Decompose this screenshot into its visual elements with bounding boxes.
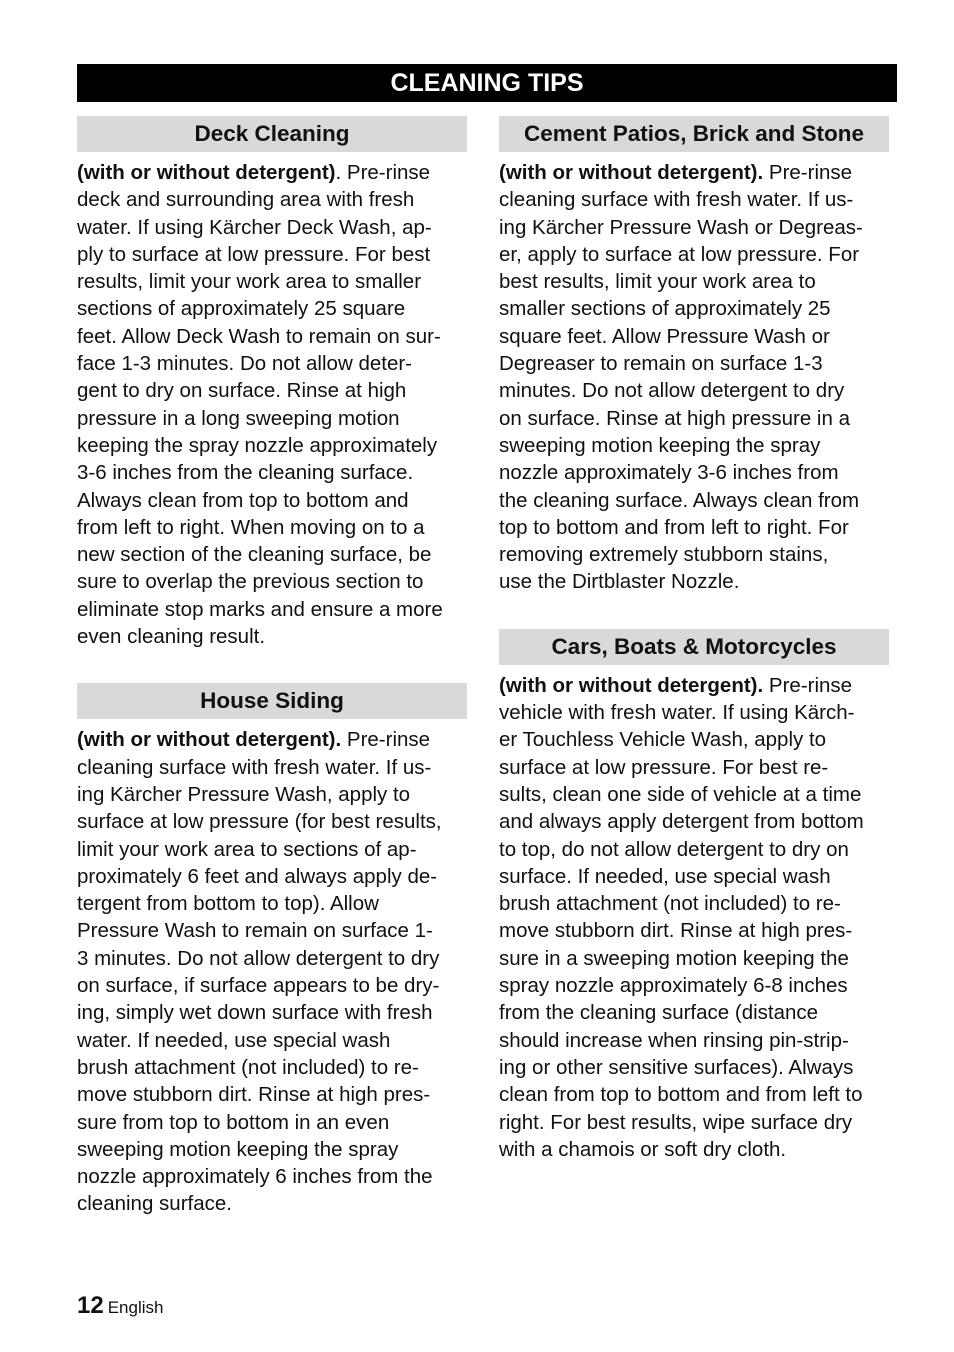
house-siding-lead: (with or without detergent). <box>77 728 342 752</box>
section-spacer <box>499 596 889 629</box>
footer-language: English <box>107 1298 164 1317</box>
cement-patios-body <box>499 159 889 596</box>
deck-cleaning-body <box>77 159 467 650</box>
cement-patios-section <box>499 116 889 596</box>
house-siding-section <box>77 683 467 1217</box>
deck-cleaning-text: . Pre-rinse deck and surrounding area with fresh water. If using Kärcher Deck Wash, ap- ply to surface at low pressure. For best results, limit your work area to smaller sections of approximately 25 square feet. Allow Deck Wash to remain on sur- face 1-3 minutes. Do not allow deter- gent to dry on surface. Rinse at high pressure in a long sweeping motion keeping the spray nozzle approximately 3-6 inches from the cleaning surface. Always clean from top to bottom and from left to right. When moving on to a new section of the cleaning surface, be sure to overlap the previous section to eliminate stop marks and ensure a more even cleaning result. <box>77 161 443 649</box>
vehicles-text: Pre-rinse vehicle with fresh water. If using Kärch- er Touchless Vehicle Wash, apply to surface at low pressure. For best re- sults, clean one side of vehicle at a time and always apply detergent from bottom to top, do not allow detergent to dry on surface. If needed, use special wash brush attachment (not included) to re- move stubborn dirt. Rinse at high pres- sure in a sweeping motion keeping the spray nozzle approximately 6-8 inches from the cleaning surface (distance should increase when rinsing pin-strip- ing or other sensitive surfaces). Always clean from top to bottom and from left to right. For best results, wipe surface dry with a chamois or soft dry cloth. <box>499 673 864 1161</box>
house-siding-heading: House Siding <box>77 683 467 719</box>
house-siding-text: Pre-rinse cleaning surface with fresh water. If us- ing Kärcher Pressure Wash, apply to surface at low pressure (for best results, limit your work area to sections of ap- proximately 6 feet and always apply de- tergent from bottom to top). Allow Pressure Wash to remain on surface 1- 3 minutes. Do not allow detergent to dry on surface, if surface appears to be dry- ing, simply wet down surface with fresh water. If needed, use special wash brush attachment (not included) to re- move stubborn dirt. Rinse at high pres- sure from top to bottom in an even sweeping motion keeping the spray nozzle approximately 6 inches from the cleaning surface. <box>77 728 442 1216</box>
deck-cleaning-heading: Deck Cleaning <box>77 116 467 152</box>
house-siding-body <box>77 726 467 1217</box>
page-footer <box>77 1291 163 1323</box>
vehicles-section <box>499 629 889 1163</box>
page-title: CLEANING TIPS <box>77 64 897 102</box>
left-column <box>77 116 467 1218</box>
right-column <box>499 116 889 1163</box>
cement-patios-lead: (with or without detergent). <box>499 161 764 184</box>
deck-cleaning-lead: (with or without detergent) <box>77 161 336 184</box>
section-spacer <box>77 650 467 683</box>
vehicles-body <box>499 672 889 1163</box>
vehicles-heading: Cars, Boats & Motorcycles <box>499 629 889 665</box>
vehicles-lead: (with or without detergent). <box>499 673 764 697</box>
cement-patios-text: Pre-rinse cleaning surface with fresh water. If us- ing Kärcher Pressure Wash or Degreas- er, apply to surface at low pressure. For best results, limit your work area to smaller sections of approximately 25 square feet. Allow Pressure Wash or Degreaser to remain on surface 1-3 minutes. Do not allow detergent to dry on surface. Rinse at high pressure in a sweeping motion keeping the spray nozzle approximately 3-6 inches from the cleaning surface. Always clean from top to bottom and from left to right. For removing extremely stubborn stains, use the Dirtblaster Nozzle. <box>499 161 863 594</box>
page-number: 12 <box>77 1292 104 1319</box>
cement-patios-heading: Cement Patios, Brick and Stone <box>499 116 889 152</box>
deck-cleaning-section <box>77 116 467 650</box>
